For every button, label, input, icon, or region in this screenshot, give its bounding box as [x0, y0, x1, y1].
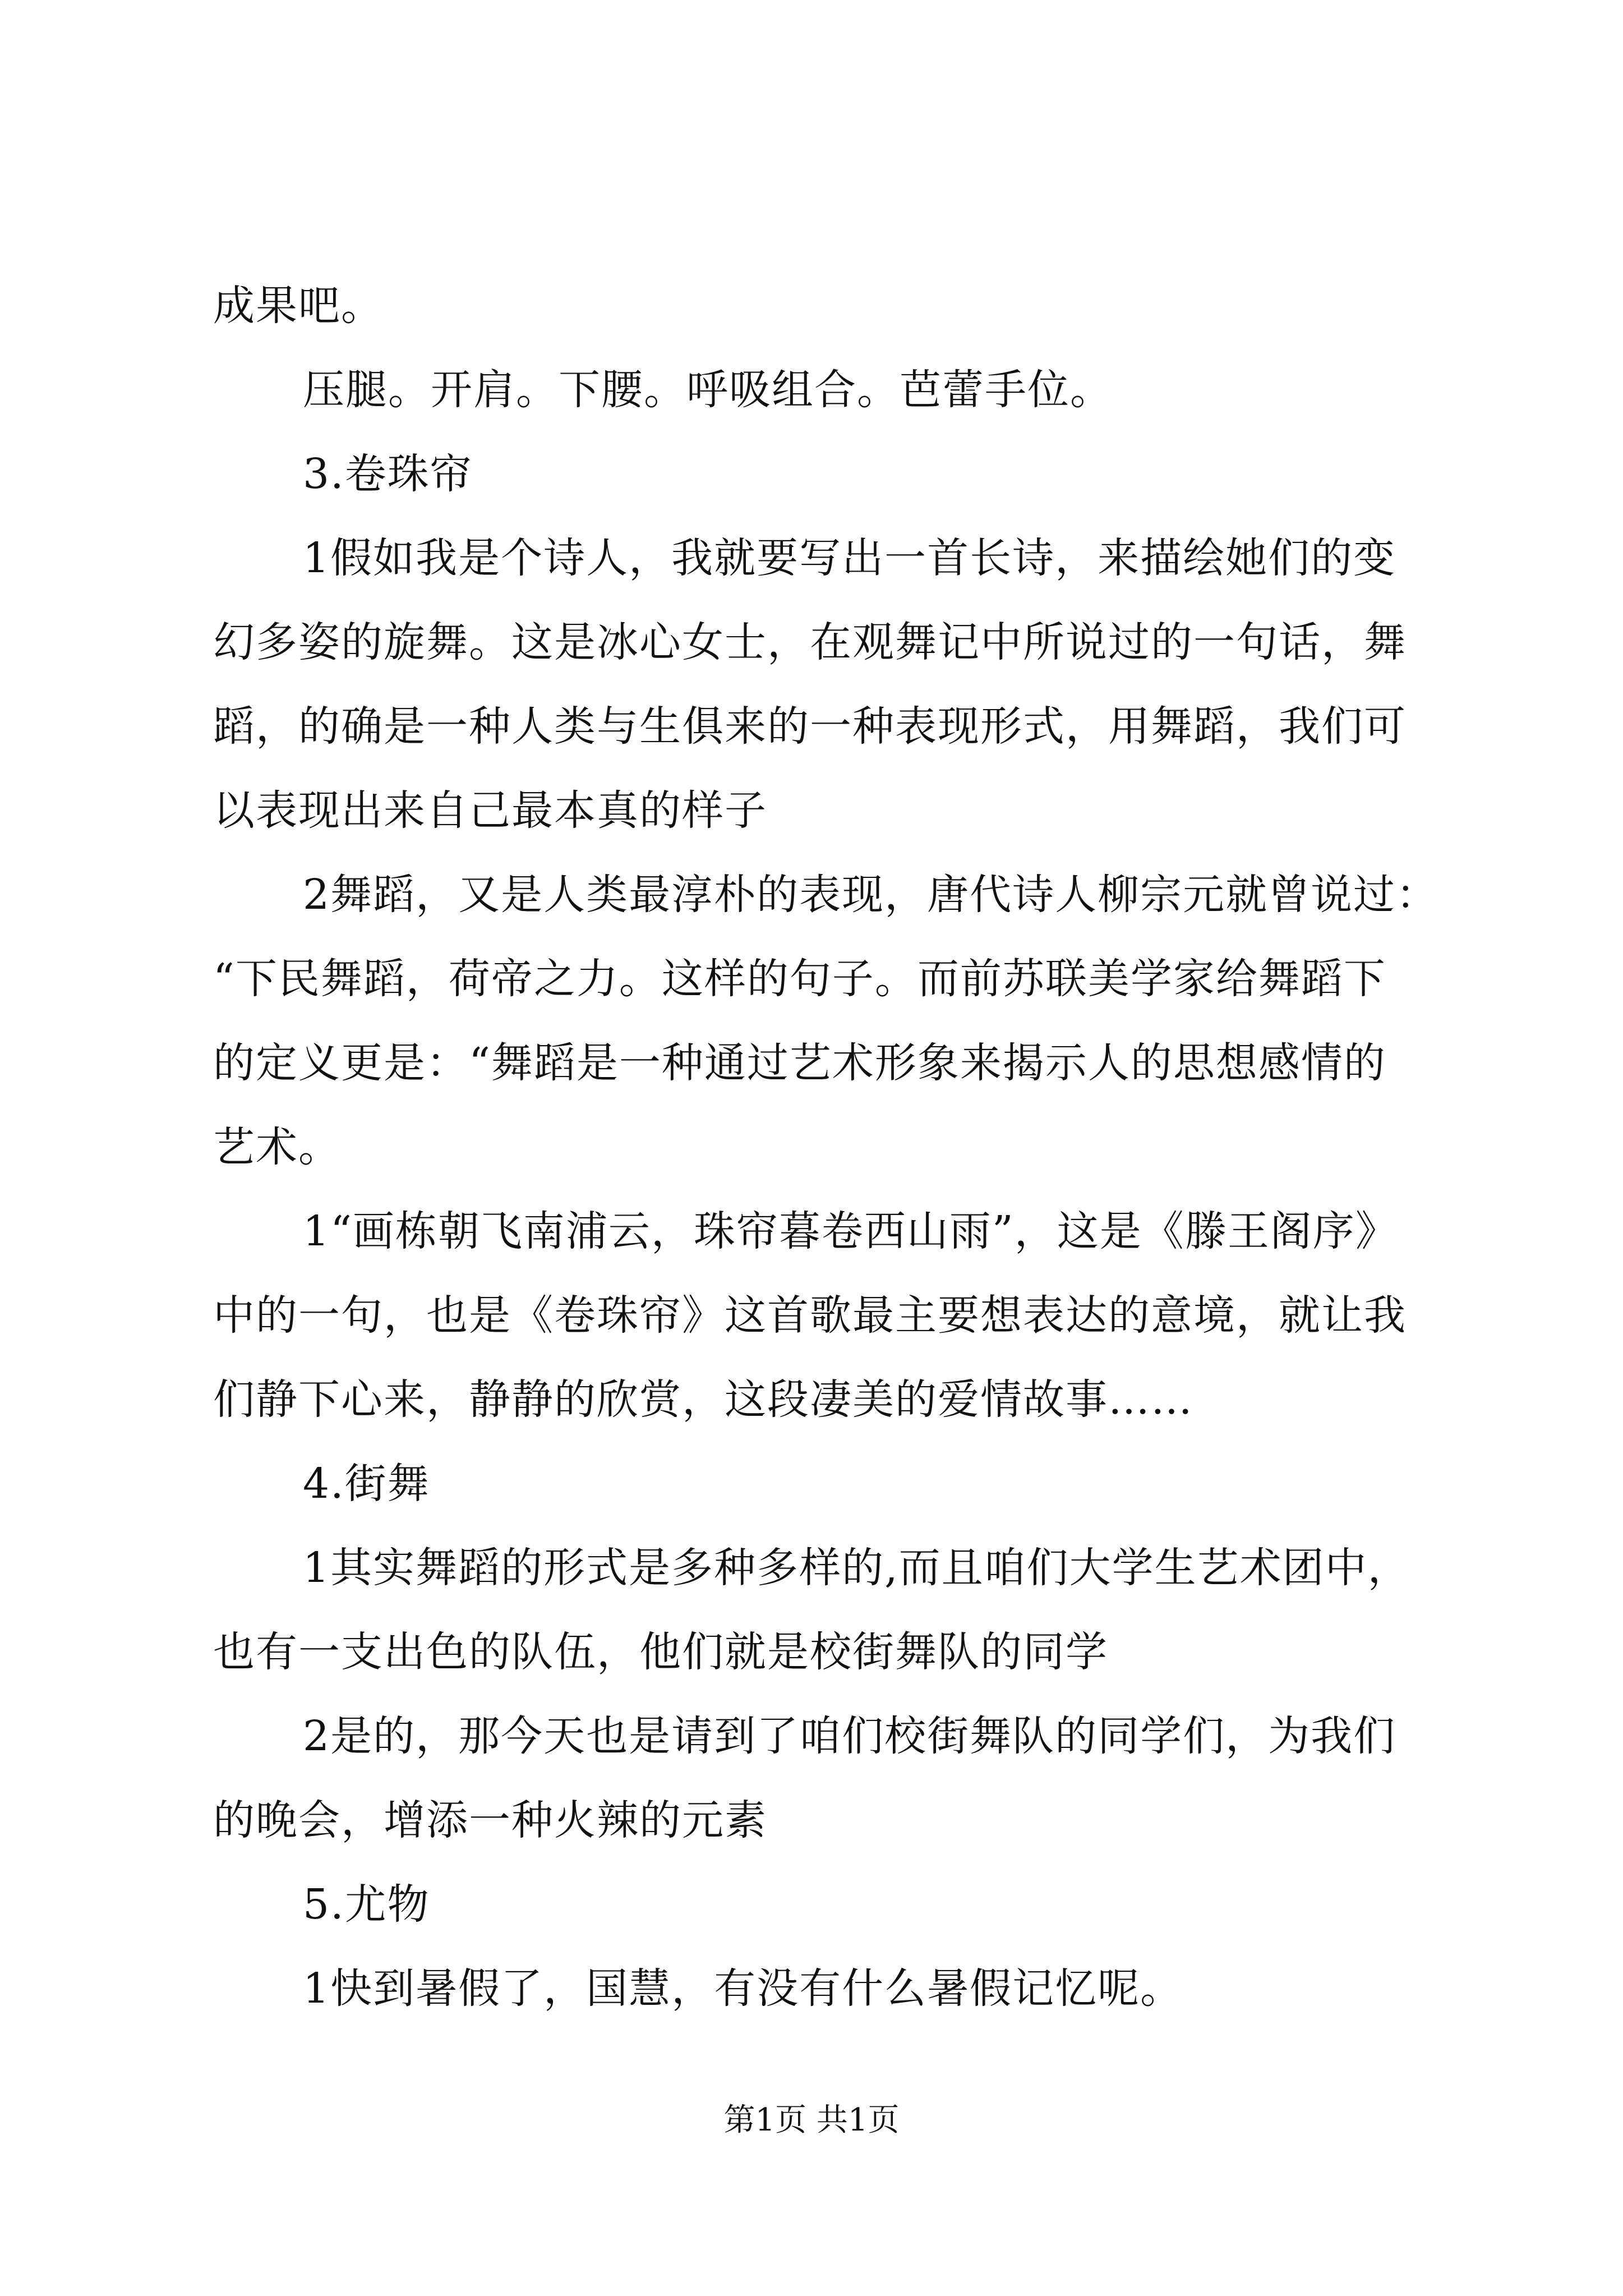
- text-line: 2舞蹈，又是人类最淳朴的表现，唐代诗人柳宗元就曾说过：: [303, 871, 1439, 919]
- text-line: “下民舞蹈，荷帝之力。这样的句子。而前苏联美学家给舞蹈下: [213, 955, 1386, 1003]
- text-line: 1其实舞蹈的形式是多种多样的,而且咱们大学生艺术团中，: [303, 1544, 1410, 1592]
- section-heading: 4.街舞: [303, 1460, 430, 1508]
- text-line: 2是的，那今天也是请到了咱们校街舞队的同学们，为我们: [303, 1712, 1396, 1760]
- text-line: 成果吧。: [213, 282, 384, 330]
- text-line: 1假如我是个诗人，我就要写出一首长诗，来描绘她们的变: [303, 534, 1396, 582]
- text-line: 压腿。开肩。下腰。呼吸组合。芭蕾手位。: [303, 366, 1113, 414]
- text-line: 1“画栋朝飞南浦云，珠帘暮卷西山雨”，这是《滕王阁序》: [303, 1207, 1398, 1255]
- text-line: 蹈，的确是一种人类与生俱来的一种表现形式，用舞蹈，我们可: [213, 702, 1407, 751]
- text-line: 们静下心来，静静的欣赏，这段凄美的爱情故事……: [213, 1375, 1193, 1424]
- text-line: 幻多姿的旋舞。这是冰心女士，在观舞记中所说过的一句话，舞: [213, 618, 1407, 666]
- text-line: 的晚会，增添一种火辣的元素: [213, 1796, 767, 1844]
- text-line: 的定义更是：“舞蹈是一种通过艺术形象来揭示人的思想感情的: [213, 1039, 1386, 1087]
- text-line: 1快到暑假了，国慧，有没有什么暑假记忆呢。: [303, 1964, 1183, 2013]
- text-line: 中的一句，也是《卷珠帘》这首歌最主要想表达的意境，就让我: [213, 1291, 1407, 1340]
- text-line: 艺术。: [213, 1123, 341, 1171]
- text-line: 也有一支出色的队伍，他们就是校街舞队的同学: [213, 1628, 1108, 1676]
- text-line: 以表现出来自己最本真的样子: [213, 786, 767, 835]
- page-number-footer: 第1页 共1页: [723, 2102, 900, 2138]
- section-heading: 5.尤物: [303, 1880, 430, 1929]
- document-body: [213, 264, 1439, 2031]
- section-heading: 3.卷珠帘: [303, 450, 473, 498]
